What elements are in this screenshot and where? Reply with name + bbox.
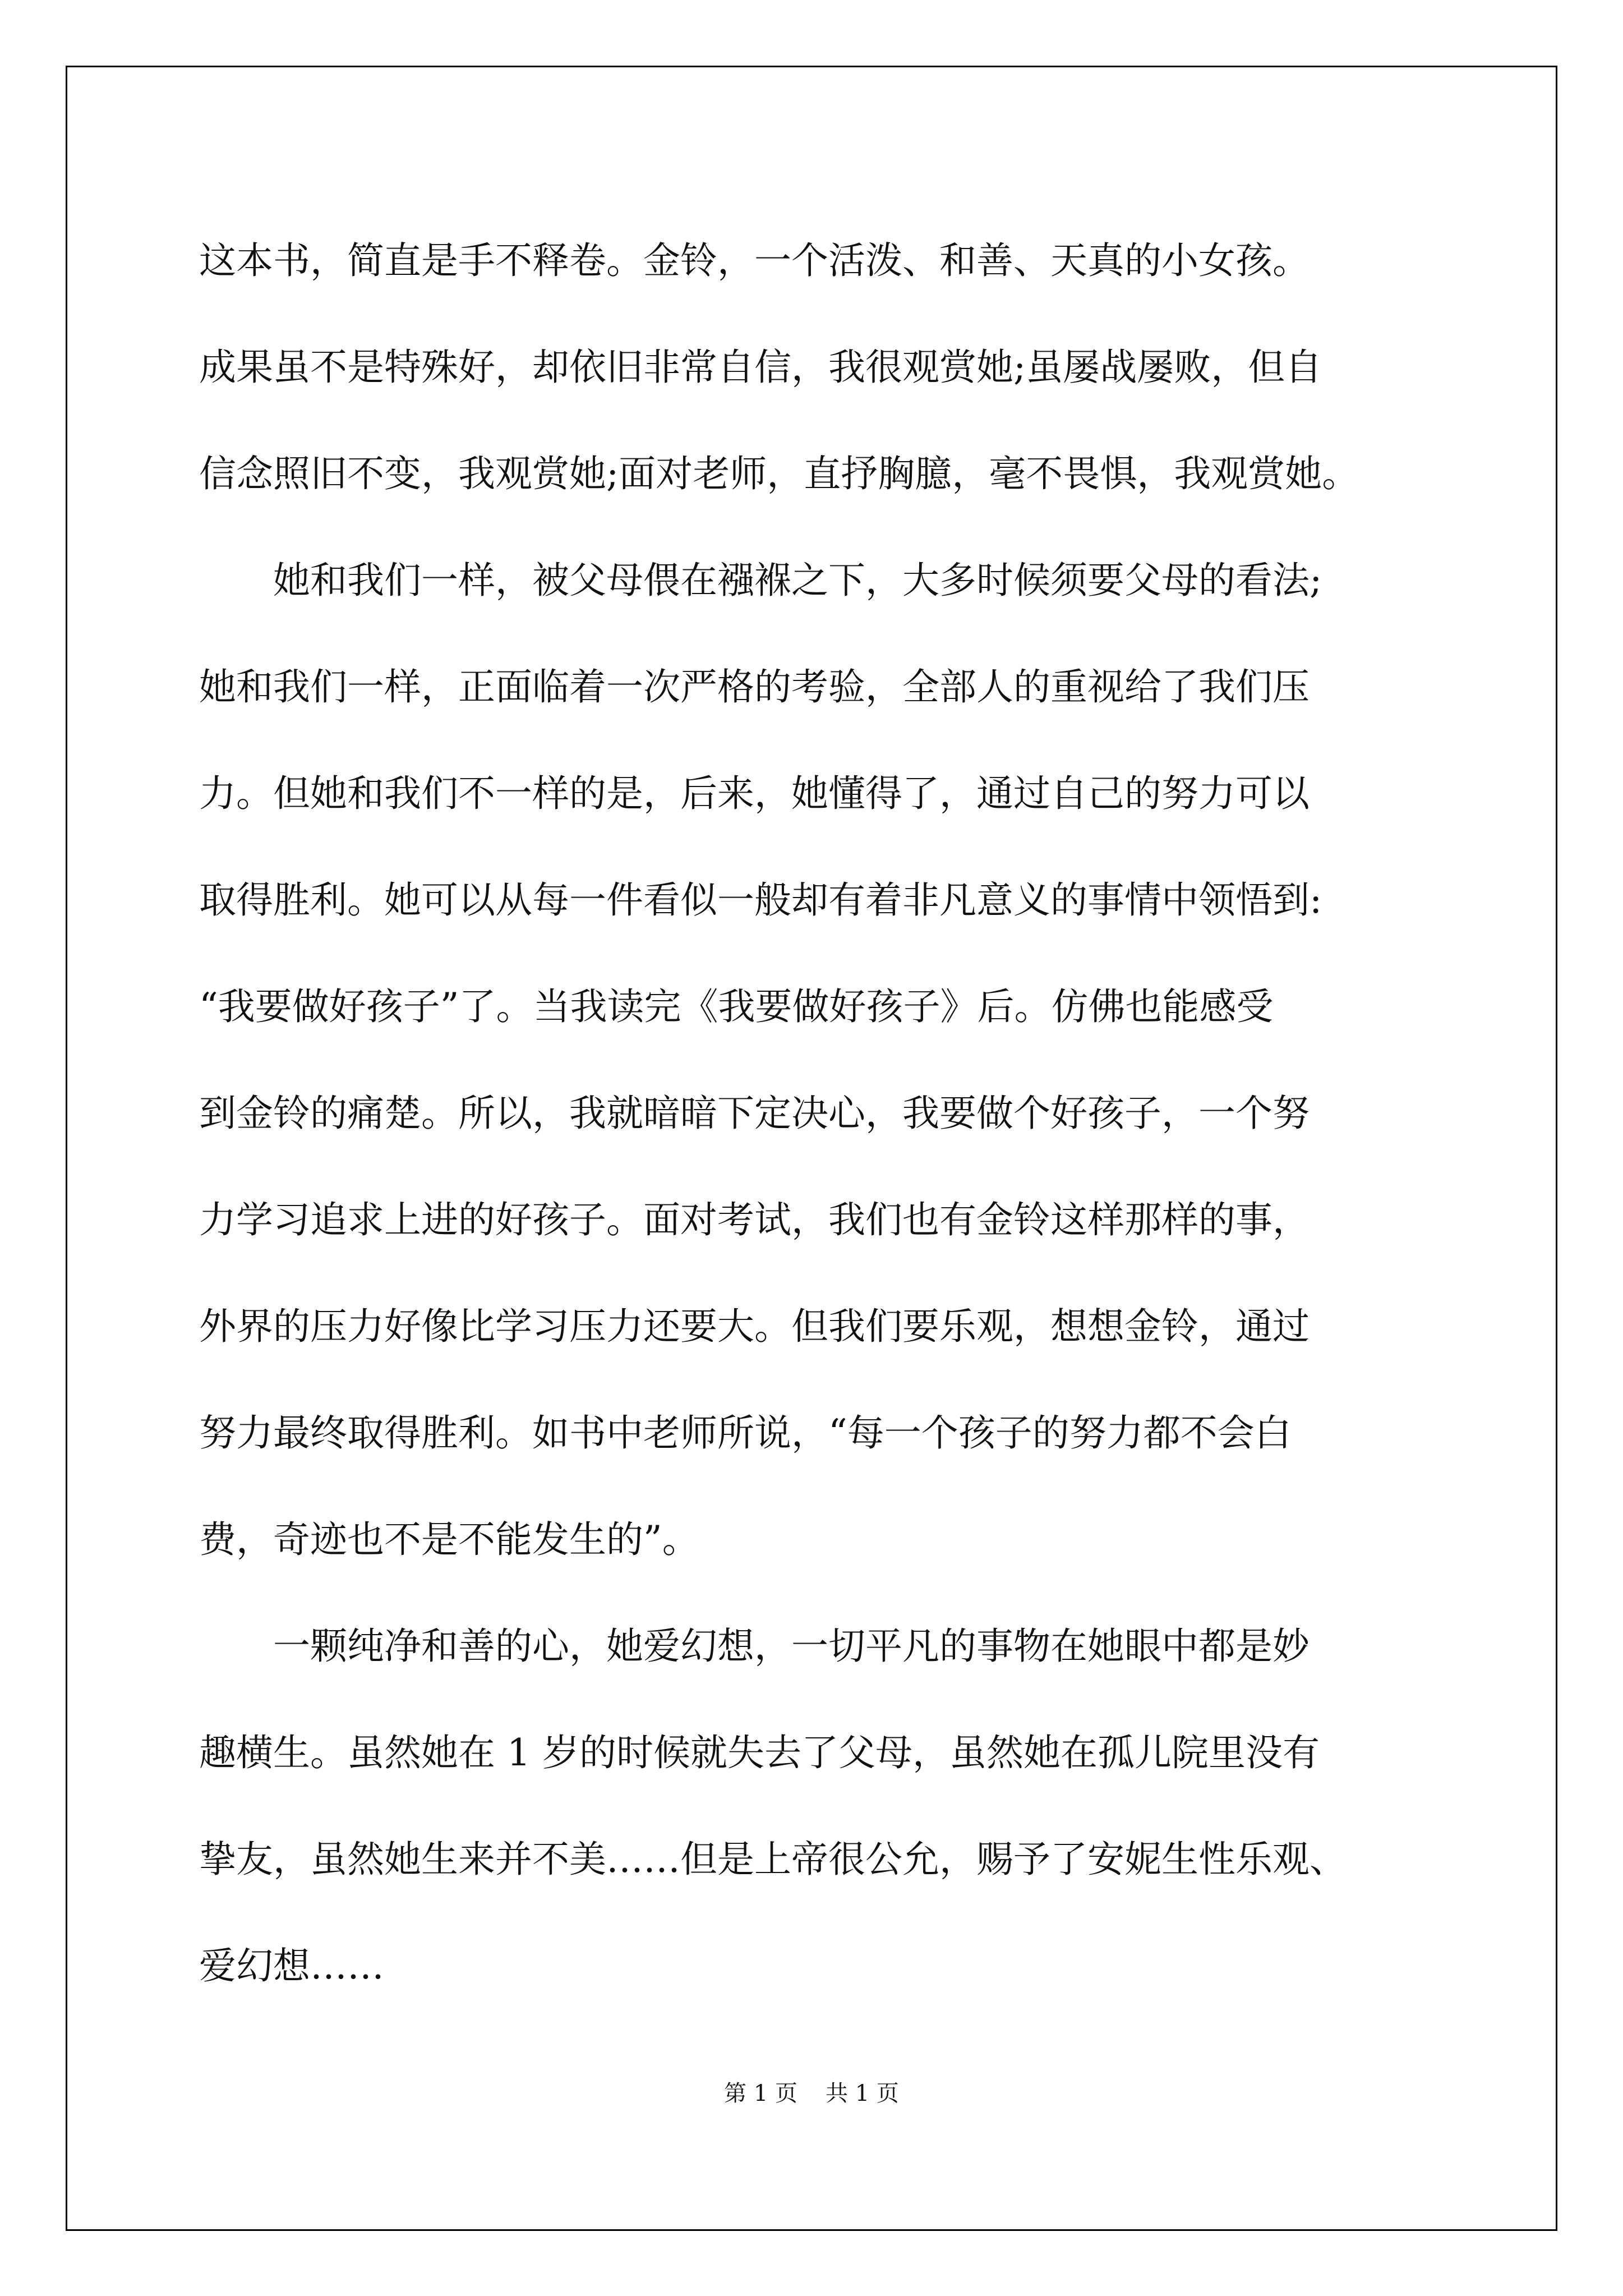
page-number: 第 1 页 bbox=[724, 2081, 797, 2106]
text-line: 取得胜利。她可以从每一件看似一般却有着非凡意义的事情中领悟到: bbox=[199, 878, 1322, 922]
text-line: 趣横生。虽然她在 1 岁的时候就失去了父母，虽然她在孤儿院里没有 bbox=[199, 1731, 1320, 1774]
text-line: 努力最终取得胜利。如书中老师所说，“每一个孩子的努力都不会白 bbox=[199, 1411, 1292, 1455]
text-line: 爱幻想…… bbox=[199, 1944, 384, 1987]
text-line: 外界的压力好像比学习压力还要大。但我们要乐观，想想金铃，通过 bbox=[199, 1305, 1310, 1348]
page-total: 共 1 页 bbox=[826, 2081, 899, 2106]
text-line: 这本书，简直是手不释卷。金铃，一个活泼、和善、天真的小女孩。 bbox=[199, 239, 1310, 282]
text-line: “我要做好孩子”了。当我读完《我要做好孩子》后。仿佛也能感受 bbox=[199, 985, 1274, 1028]
text-line: 力。但她和我们不一样的是，后来，她懂得了，通过自己的努力可以 bbox=[199, 772, 1310, 815]
text-line: 费，奇迹也不是不能发生的”。 bbox=[199, 1518, 699, 1561]
text-line: 到金铃的痛楚。所以，我就暗暗下定决心，我要做个好孩子，一个努 bbox=[199, 1092, 1310, 1135]
paragraph-3 bbox=[199, 1593, 1455, 2019]
paragraph-1 bbox=[199, 208, 1455, 527]
text-line: 她和我们一样，被父母偎在襁褓之下，大多时候须要父母的看法; bbox=[199, 559, 1322, 602]
document-body bbox=[199, 208, 1455, 2019]
paragraph-2 bbox=[199, 527, 1455, 1593]
text-line: 挚友，虽然她生来并不美……但是上帝很公允，赐予了安妮生性乐观、 bbox=[199, 1838, 1347, 1881]
text-line: 力学习追求上进的好孩子。面对考试，我们也有金铃这样那样的事， bbox=[199, 1198, 1310, 1241]
text-line: 一颗纯净和善的心，她爱幻想，一切平凡的事物在她眼中都是妙 bbox=[199, 1625, 1310, 1668]
text-line: 成果虽不是特殊好，却依旧非常自信，我很观赏她;虽屡战屡败，但自 bbox=[199, 346, 1322, 389]
text-line: 她和我们一样，正面临着一次严格的考验，全部人的重视给了我们压 bbox=[199, 665, 1310, 708]
page-footer bbox=[0, 2076, 1623, 2108]
text-line: 信念照旧不变，我观赏她;面对老师，直抒胸臆，毫不畏惧，我观赏她。 bbox=[199, 452, 1359, 495]
